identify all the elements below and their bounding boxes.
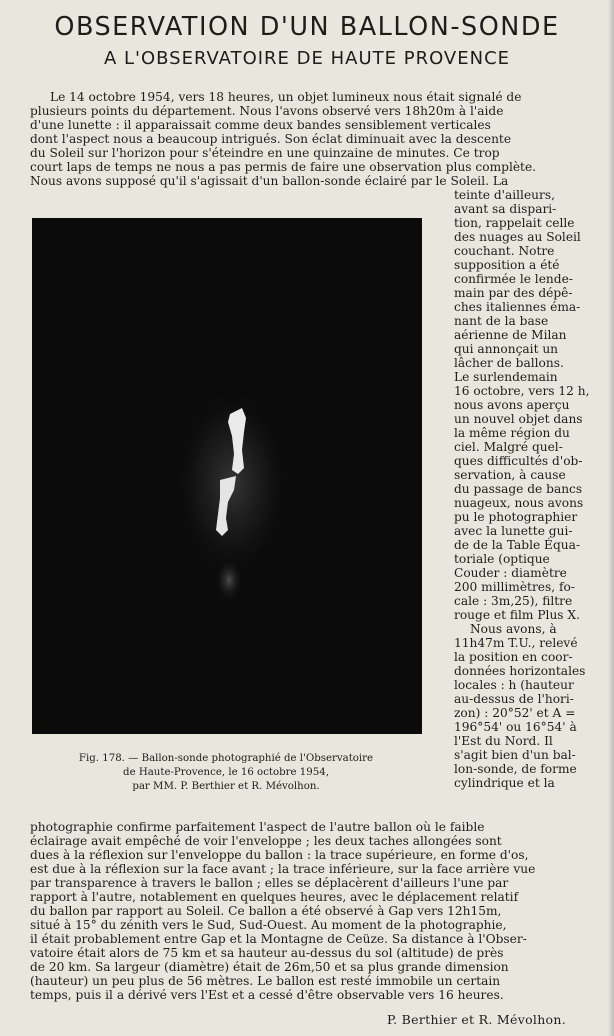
column-line: ques difficultés d'ob-: [454, 454, 583, 468]
column-line: nant de la base: [454, 314, 549, 328]
scan-edge-shadow: [608, 0, 614, 1036]
column-line: nuageux, nous avons: [454, 496, 584, 510]
author-signature: P. Berthier et R. Mévolhon.: [386, 1012, 566, 1027]
bottom-line: temps, puis il a dérivé vers l'Est et a cessé d'être observable vers 16 heures.: [30, 988, 504, 1002]
column-line: 200 millimètres, fo-: [454, 580, 575, 594]
bottom-line: rapport à l'autre, notablement en quelques heures, avec le déplacement relatif: [30, 890, 519, 904]
column-line: 11h47m T.U., relevé: [454, 636, 578, 650]
bottom-line: du ballon par rapport au Soleil. Ce ballon a été observé à Gap vers 12h15m,: [30, 904, 502, 918]
column-line: lon-sonde, de forme: [454, 762, 577, 776]
bottom-line: (hauteur) un peu plus de 56 mètres. Le ballon est resté immobile un certain: [30, 974, 501, 988]
column-line: ches italiennes éma-: [454, 300, 581, 314]
column-line: de de la Table Équa-: [454, 538, 580, 552]
bottom-line: éclairage avait empêché de voir l'enveloppe ; les deux taches allongées sont: [30, 834, 502, 848]
column-line: la même région du: [454, 426, 570, 440]
intro-line: court laps de temps ne nous a pas permis de faire une observation plus complète.: [30, 160, 537, 174]
bottom-line: photographie confirme parfaitement l'aspect de l'autre ballon où le faible: [30, 820, 485, 834]
column-line: toriale (optique: [454, 552, 550, 566]
column-line: teinte d'ailleurs,: [454, 188, 555, 202]
balloon-photograph: [32, 218, 422, 734]
bottom-line: est due à la réflexion sur la face avant ; la trace inférieure, sur la face arrière vue: [30, 862, 536, 876]
column-line: au-dessus de l'hori-: [454, 692, 574, 706]
column-line: supposition a été: [454, 258, 560, 272]
intro-line: dont l'aspect nous a beaucoup intrigués. Son éclat diminuait avec la descente: [30, 132, 512, 146]
balloon-tail-glow: [215, 558, 243, 602]
figure-caption: [30, 752, 422, 794]
bottom-line: dues à la réflexion sur l'enveloppe du ballon : la trace supérieure, en forme d'os,: [30, 848, 529, 862]
column-line: ciel. Malgré quel-: [454, 440, 563, 454]
column-line: avec la lunette gui-: [454, 524, 573, 538]
column-line: main par des dépê-: [454, 286, 573, 300]
column-line: 16 octobre, vers 12 h,: [454, 384, 590, 398]
bottom-line: situé à 15° du zénith vers le Sud, Sud-Ouest. Au moment de la photographie,: [30, 918, 507, 932]
column-line: Couder : diamètre: [454, 566, 567, 580]
column-line: du passage de bancs: [454, 482, 583, 496]
column-line: confirmée le lende-: [454, 272, 573, 286]
column-line: qui annonçait un: [454, 342, 559, 356]
column-line: avant sa dispari-: [454, 202, 557, 216]
article-title: OBSERVATION D'UN BALLON-SONDE: [54, 12, 560, 42]
column-line: données horizontales: [454, 664, 586, 678]
bottom-line: par transparence à travers le ballon ; elles se déplacèrent d'ailleurs l'une par: [30, 876, 509, 890]
column-line: servation, à cause: [454, 468, 566, 482]
column-line: locales : h (hauteur: [454, 678, 574, 692]
column-line: des nuages au Soleil: [454, 230, 581, 244]
column-line: 196°54' ou 16°54' à: [454, 720, 577, 734]
bottom-line: de 20 km. Sa largeur (diamètre) était de 26m,50 et sa plus grande dimension: [30, 960, 509, 974]
caption-line: de Haute-Provence, le 16 octobre 1954,: [123, 767, 329, 778]
column-line: nous avons aperçu: [454, 398, 570, 412]
intro-line: du Soleil sur l'horizon pour s'éteindre en une quinzaine de minutes. Ce trop: [30, 146, 500, 160]
column-line: cale : 3m,25), filtre: [454, 594, 573, 608]
column-line: lâcher de ballons.: [454, 356, 564, 370]
bottom-line: il était probablement entre Gap et la Montagne de Ceüze. Sa distance à l'Obser-: [30, 932, 527, 946]
column-line: un nouvel objet dans: [454, 412, 583, 426]
column-line: rouge et film Plus X.: [454, 608, 580, 622]
column-line: couchant. Notre: [454, 244, 555, 258]
intro-line: d'une lunette : il apparaissait comme deux bandes sensiblement verticales: [30, 118, 491, 132]
column-line: Nous avons, à: [470, 622, 557, 636]
column-line: aérienne de Milan: [454, 328, 567, 342]
column-line: pu le photographier: [454, 510, 578, 524]
column-line: zon) : 20°52' et A =: [454, 706, 576, 720]
bottom-line: vatoire était alors de 75 km et sa hauteur au-dessus du sol (altitude) de près: [30, 946, 504, 960]
column-line: l'Est du Nord. Il: [454, 734, 553, 748]
caption-line: par MM. P. Berthier et R. Mévolhon.: [132, 781, 320, 792]
column-line: cylindrique et la: [454, 776, 555, 790]
intro-line: Nous avons supposé qu'il s'agissait d'un ballon-sonde éclairé par le Soleil. La: [30, 174, 509, 188]
intro-line: Le 14 octobre 1954, vers 18 heures, un objet lumineux nous était signalé de: [50, 90, 522, 104]
column-line: Le surlendemain: [454, 370, 558, 384]
article-subtitle: A L'OBSERVATOIRE DE HAUTE PROVENCE: [103, 48, 511, 69]
column-line: tion, rappelait celle: [454, 216, 575, 230]
column-line: s'agit bien d'un bal-: [454, 748, 576, 762]
caption-line: Fig. 178. — Ballon-sonde photographié de l'Observatoire: [78, 753, 374, 764]
intro-line: plusieurs points du département. Nous l'avons observé vers 18h20m à l'aide: [30, 104, 504, 118]
column-line: la position en coor-: [454, 650, 573, 664]
